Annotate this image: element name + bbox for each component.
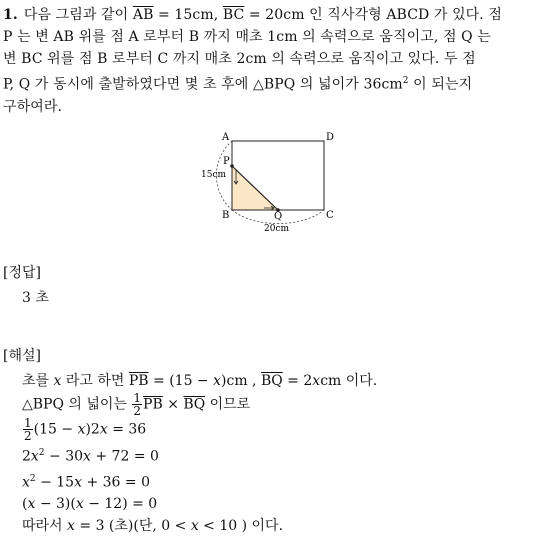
label-c: C [326,210,334,221]
solution-line-6: (x − 3)(x − 12) = 0 [22,496,158,513]
solution-line-2: △BPQ 의 넓이는 $\frac{1}{2}$ $\overline{PB} \times \overline{BQ}$ 이므로 [22,391,251,418]
problem-number: 1. [3,7,18,23]
answer-label: [정답] [3,265,41,281]
problem-statement [3,4,529,118]
rectangle-figure [196,126,346,236]
solution-line-4: $2x^2 - 30x + 72 = 0$ [22,448,159,465]
problem-line-2: P 는 변 AB 위를 점 A 로부터 B 까지 매초 1cm 의 속력으로 움직이고, 점 Q 는 [3,29,491,45]
answer-value: 3 초 [22,290,49,306]
solution-line-1: 초를 x 라고 하면 $\overline{PB} = (15 - x)cm$ , $\overline{BQ} = 2xcm$ 이다. [22,373,378,389]
solution-body [22,370,377,537]
label-ab-length: 15cm [201,170,227,180]
problem-line-1-text: 다음 그림과 같이 $\overline{AB} = 15cm$, $\overline{BC} = 20cm$ 인 직사각형 ABCD 가 있다. 점 [23,7,503,23]
label-a: A [222,132,230,143]
problem-line-1 [3,4,529,26]
label-bc-length: 20cm [264,224,290,234]
solution-line-7: 따라서 x = 3 (초)(단, 0 < x < 10 ) 이다. [22,518,284,535]
point-p [230,164,234,168]
label-q: Q [274,211,283,222]
solution-label: [해설] [3,348,41,364]
label-d: D [326,132,335,143]
problem-line-4: P, Q 가 동시에 출발하였다면 몇 초 후에 △BPQ 의 넓이가 $36cm^2$ 이 되는지 [3,76,473,93]
solution-line-5: $x^2 - 15x + 36 = 0$ [22,473,150,491]
label-p: P [223,156,230,167]
solution-line-3: $\frac{1}{2}$ (15 − x)2x = 36 [24,416,147,443]
label-b: B [222,210,230,221]
problem-line-5: 구하여라. [3,98,63,115]
problem-line-3: 변 BC 위를 점 B 로부터 C 까지 매초 2cm 의 속력으로 움직이고 있다. 두 점 [3,51,476,67]
